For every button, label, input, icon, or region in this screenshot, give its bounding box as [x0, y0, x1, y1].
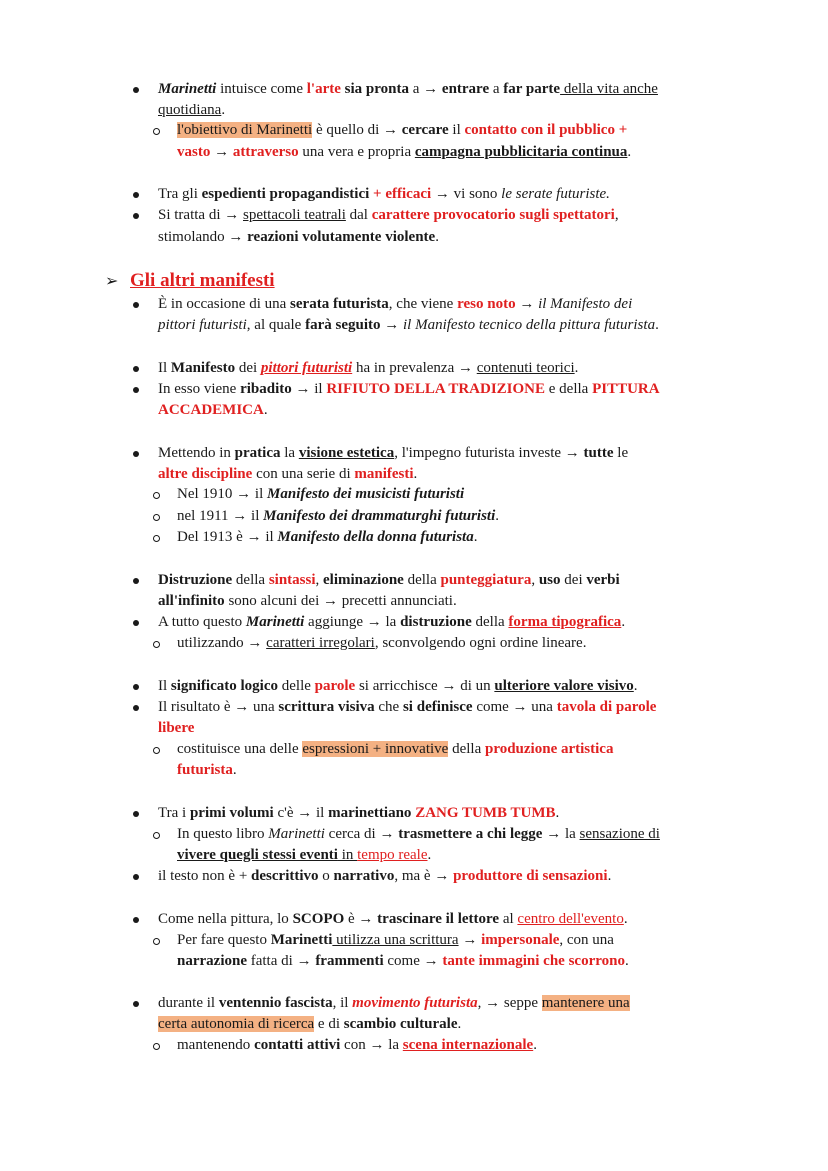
arrow-icon: →	[423, 81, 439, 97]
text-line: Tra gli espedienti propagandistici + efficaci → vi sono le serate futuriste.	[158, 186, 610, 202]
arrow-icon: →	[485, 995, 501, 1011]
bullet-dot	[133, 917, 139, 923]
bullet-dot	[133, 451, 139, 457]
text-line: all'infinito sono alcuni dei → precetti annunciati.	[158, 593, 457, 609]
arrow-icon: →	[234, 699, 250, 715]
arrow-icon: →	[295, 381, 311, 397]
bullet-dot	[133, 87, 139, 93]
arrow-icon: →	[366, 614, 382, 630]
sub-bullet-circle	[153, 1043, 160, 1050]
bullet-dot	[133, 1001, 139, 1007]
arrow-icon: →	[232, 508, 248, 524]
text-line: narrazione fatta di → frammenti come → tante immagini che scorrono.	[177, 953, 629, 969]
arrow-icon: →	[236, 486, 252, 502]
text-line: Del 1913 è → il Manifesto della donna futurista.	[177, 529, 478, 545]
sub-bullet-circle	[153, 832, 160, 839]
text-line: A tutto questo Marinetti aggiunge → la distruzione della forma tipografica.	[158, 614, 626, 630]
sub-bullet-circle	[153, 128, 160, 135]
arrow-icon: →	[434, 868, 450, 884]
arrow-icon: →	[358, 911, 374, 927]
arrow-icon: →	[383, 122, 399, 138]
arrow-icon: →	[441, 678, 457, 694]
text-line: Marinetti intuisce come l'arte sia pronta a → entrare a far parte della vita anche	[158, 81, 658, 97]
bullet-dot	[133, 684, 139, 690]
arrow-icon: →	[246, 529, 262, 545]
arrow-icon: →	[296, 953, 312, 969]
text-line: pittori futuristi, al quale farà seguito → il Manifesto tecnico della pittura futurista.	[158, 317, 659, 333]
text-line: Si tratta di → spettacoli teatrali dal carattere provocatorio sugli spettatori,	[158, 207, 619, 223]
text-line: In questo libro Marinetti cerca di → trasmettere a chi legge → la sensazione di	[177, 826, 660, 842]
arrow-icon: →	[214, 144, 230, 160]
text-line: quotidiana.	[158, 102, 226, 118]
bullet-dot	[133, 705, 139, 711]
text-line: vivere quegli stessi eventi in tempo reale.	[177, 847, 432, 863]
sub-bullet-circle	[153, 492, 160, 499]
text-line: il testo non è + descrittivo o narrativo, ma è → produttore di sensazioni.	[158, 868, 612, 884]
bullet-dot	[133, 302, 139, 308]
sub-bullet-circle	[153, 535, 160, 542]
bullet-dot	[133, 192, 139, 198]
arrow-icon: →	[564, 445, 580, 461]
bullet-dot	[133, 387, 139, 393]
sub-bullet-circle	[153, 747, 160, 754]
arrow-icon: →	[379, 826, 395, 842]
arrow-icon: →	[297, 805, 313, 821]
text-line: stimolando → reazioni volutamente violente.	[158, 229, 439, 245]
text-line: vasto → attraverso una vera e propria campagna pubblicitaria continua.	[177, 144, 632, 160]
text-line: Come nella pittura, lo SCOPO è → trascinare il lettore al centro dell'evento.	[158, 911, 628, 927]
text-line: Per fare questo Marinetti utilizza una scrittura → impersonale, con una	[177, 932, 614, 948]
text-line: Mettendo in pratica la visione estetica, l'impegno futurista investe → tutte le	[158, 445, 629, 461]
text-line: Tra i primi volumi c'è → il marinettiano ZANG TUMB TUMB.	[158, 805, 560, 821]
text-line: Nel 1910 → il Manifesto dei musicisti futuristi	[177, 486, 465, 502]
bullet-dot	[133, 213, 139, 219]
arrow-icon: →	[512, 699, 528, 715]
sub-bullet-circle	[153, 938, 160, 945]
arrow-icon: →	[228, 229, 244, 245]
text-line: ACCADEMICA.	[158, 402, 268, 418]
text-line: Il risultato è → una scrittura visiva che si definisce come → una tavola di parole	[158, 699, 657, 715]
arrow-icon: →	[457, 360, 473, 376]
heading-arrow-icon: ➢	[105, 271, 119, 290]
sub-bullet-circle	[153, 641, 160, 648]
arrow-icon: →	[434, 186, 450, 202]
text-line: durante il ventennio fascista, il movimento futurista, → seppe mantenere una	[158, 995, 630, 1011]
arrow-icon: →	[546, 826, 562, 842]
bullet-dot	[133, 366, 139, 372]
text-line: nel 1911 → il Manifesto dei drammaturghi futuristi.	[177, 508, 500, 524]
text-line: utilizzando → caratteri irregolari, sconvolgendo ogni ordine lineare.	[177, 635, 587, 651]
arrow-icon: →	[519, 296, 535, 312]
arrow-icon: →	[224, 207, 240, 223]
text-line: È in occasione di una serata futurista, che viene reso noto → il Manifesto dei	[158, 296, 633, 312]
arrow-icon: →	[369, 1037, 385, 1053]
text-line: certa autonomia di ricerca e di scambio culturale.	[158, 1016, 462, 1032]
text-line: In esso viene ribadito → il RIFIUTO DELLA TRADIZIONE e della PITTURA	[158, 381, 660, 397]
text-line: Il significato logico delle parole si arricchisce → di un ulteriore valore visivo.	[158, 678, 638, 694]
arrow-icon: →	[462, 932, 478, 948]
text-line: Distruzione della sintassi, eliminazione della punteggiatura, uso dei verbi	[158, 572, 620, 588]
bullet-dot	[133, 620, 139, 626]
text-line: costituisce una delle espressioni + innovative della produzione artistica	[177, 741, 614, 757]
text-line: mantenendo contatti attivi con → la scena internazionale.	[177, 1037, 537, 1053]
section-heading: Gli altri manifesti	[130, 270, 275, 291]
bullet-dot	[133, 874, 139, 880]
bullet-dot	[133, 578, 139, 584]
sub-bullet-circle	[153, 514, 160, 521]
text-line: futurista.	[177, 762, 237, 778]
arrow-icon: →	[323, 593, 339, 609]
text-line: l'obiettivo di Marinetti è quello di → cercare il contatto con il pubblico +	[177, 122, 628, 138]
text-line: libere	[158, 720, 195, 736]
arrow-icon: →	[247, 635, 263, 651]
arrow-icon: →	[384, 317, 400, 333]
text-line: Il Manifesto dei pittori futuristi ha in prevalenza → contenuti teorici.	[158, 360, 579, 376]
bullet-dot	[133, 811, 139, 817]
arrow-icon: →	[423, 953, 439, 969]
text-line: altre discipline con una serie di manifesti.	[158, 466, 418, 482]
